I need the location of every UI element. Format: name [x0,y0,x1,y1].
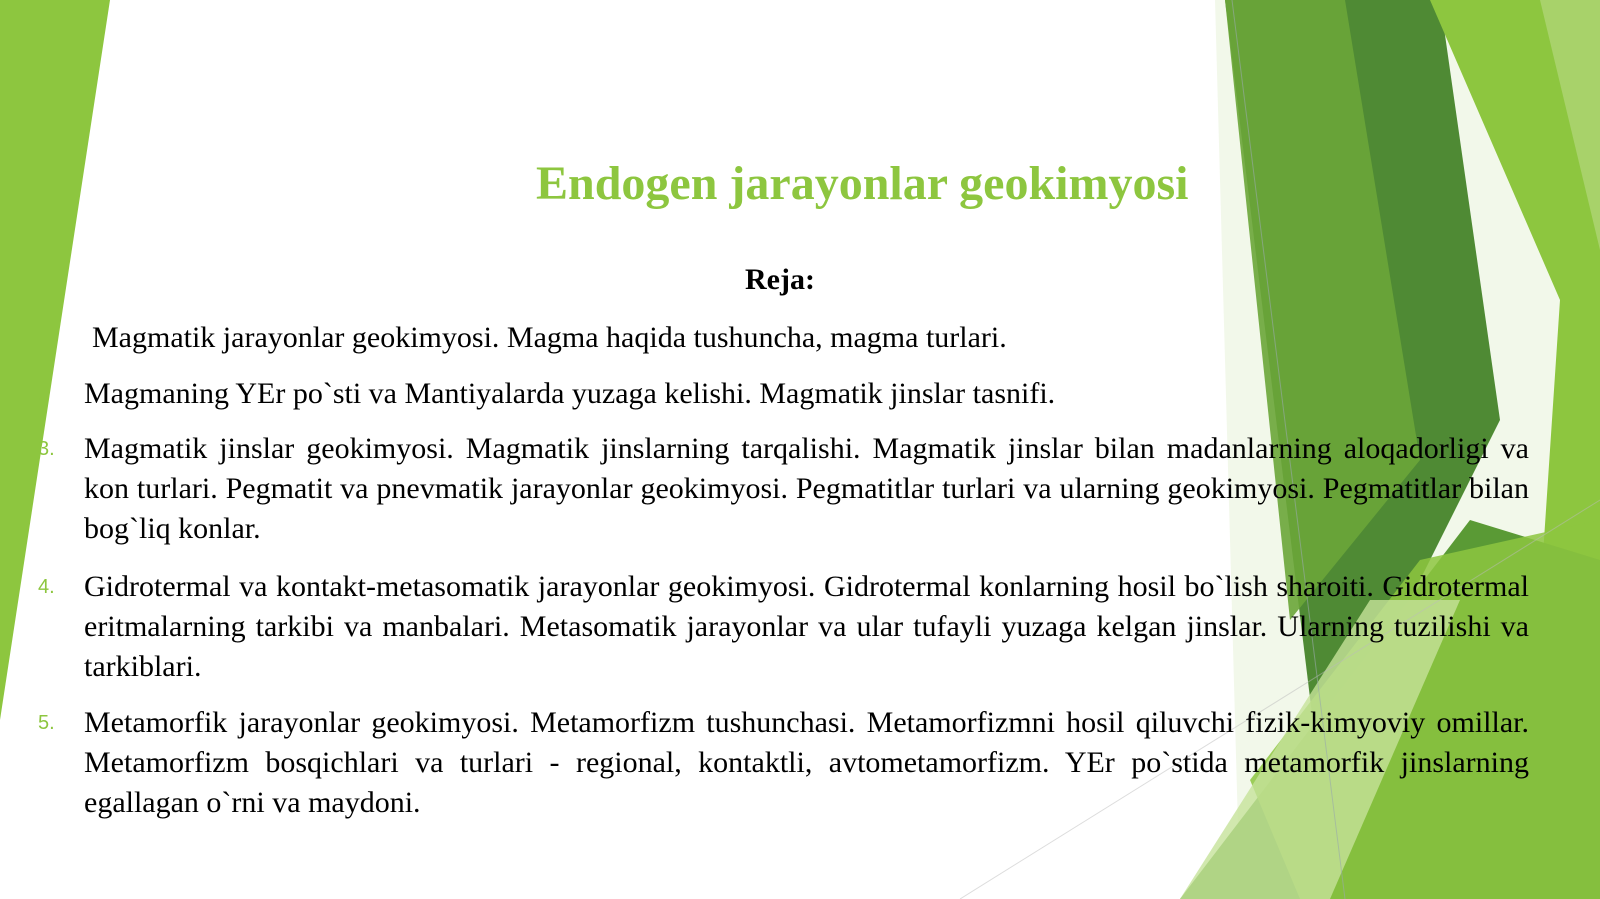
list-item-number: 4. [38,576,55,598]
list-item-text: Magmatik jinslar geokimyosi. Magmatik jinslarning tarqalishi. Magmatik jinslar bilan madanlarning aloqadorligi va kon turlari. Pegmatit va pnevmatik jarayonlar geokimyosi. Pegmatitlar turlari va ularning geokimyosi. Pegmatitlar bilan bog`liq konlar. [84,432,1529,545]
list-item-text: Magmaning YEr po`sti va Mantiyalarda yuzaga kelishi. Magmatik jinslar tasnifi. [84,377,1056,410]
slide-subtitle: Reja: [745,263,815,296]
slide-title: Endogen jarayonlar geokimyosi [536,157,1189,210]
list-item-text: Magmatik jarayonlar geokimyosi. Magma haqida tushuncha, magma turlari. [92,321,1007,354]
list-item-number: 3. [38,438,55,460]
list-item-number: 5. [38,712,55,734]
list-item-number: . [38,383,44,405]
list-item-text: Gidrotermal va kontakt-metasomatik jarayonlar geokimyosi. Gidrotermal konlarning hosil bo`lish sharoiti. Gidrotermal eritmalarning tarkibi va manbalari. Metasomatik jarayonlar va ular tufayli yuzaga kelgan jinslar. Ularning tuzilishi va tarkiblari. [84,570,1529,683]
list-item-text: Metamorfik jarayonlar geokimyosi. Metamorfizm tushunchasi. Metamorfizmni hosil qiluvchi fizik-kimyoviy omillar. Metamorfizm bosqichlari va turlari - regional, kontaktli, avtometamorfizm. YEr po`stida metamorfik jinslarning egallagan o`rni va maydoni. [84,706,1529,819]
